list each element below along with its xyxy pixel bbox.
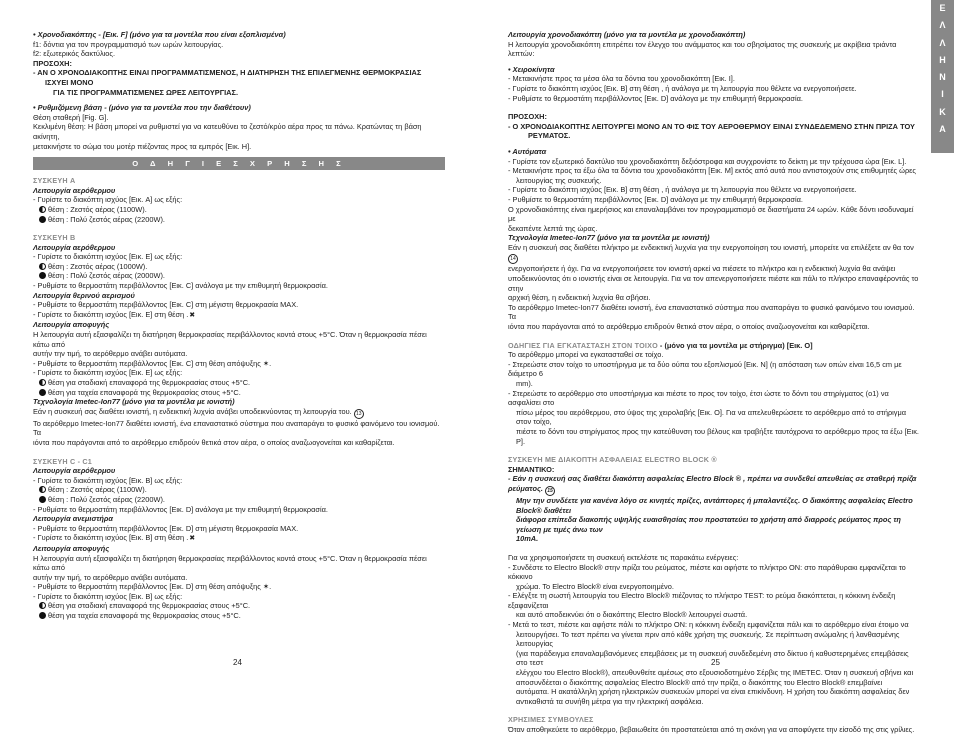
- device-c-line-3-text: θέση : Πολύ ζεστός αέρας (2200W).: [48, 494, 165, 504]
- electro-block-heading: ΣΥΣΚΕΥΗ ΜΕ ΔΙΑΚΟΠΤΗ ΑΣΦΑΛΕΙΑΣ ELECTRO BLOCK ®: [508, 455, 717, 465]
- electro-block-use-10: αυτόματα. Η ακατάλληλη χρήση ηλεκτρικών συσκευών μπορεί να είναι επικίνδυνη. Η χρήση του διακόπτη ασφαλείας δεν: [516, 687, 910, 697]
- electro-block-use-8: ελέγχου του Electro Block®), απευθυνθείτε αμέσως στο εξουσιοδοτημένο Σέρβις της IMETEC. Όταν η συσκευή σβήνει και: [516, 668, 914, 678]
- device-c-line-11: [33, 601, 445, 611]
- device-b-line-7: Η λειτουργία αυτή εξασφαλίζει τη διατήρηση θερμοκρασίας περιβάλλοντος κοντά στους +5°C. Όταν η θερμοκρασία πέσει κάτω από: [33, 330, 427, 349]
- page-number-right: 25: [711, 658, 720, 667]
- half-heat-icon: [39, 486, 46, 493]
- device-a-title: ΣΥΣΚΕΥΗ A: [33, 176, 76, 186]
- device-b-line-12: [33, 388, 445, 398]
- device-b-line-9: - Ρυθμίστε το θερμοστάτη περιβάλλοντος [Εικ. C] στη θέση απόψυξης ✶.: [33, 358, 272, 368]
- timer-auto: • Αυτόματα: [508, 146, 547, 156]
- wall-line-4: πίσω μέρος του αερόθερμου, στο ύψος της χειρολαβής [Εικ. O]. Για να απελευθερώσετε το αερόθερμο από το στήριγμα στον τοίχο,: [516, 407, 907, 427]
- fan-icon: ✖: [189, 535, 196, 543]
- device-c-line-11-text: θέση για σταδιακή επαναφορά της θερμοκρασίας στους +5°C.: [48, 601, 251, 611]
- timer-manual-1: - Μετακινήστε προς τα μέσα όλα τα δόντια του χρονοδιακόπτη [Εικ. I].: [508, 74, 735, 84]
- timer-func-warning: [508, 122, 922, 141]
- ion-line-4: αρχική θέση, η ενδεικτική λυχνία θα σβήσει.: [508, 293, 651, 303]
- device-b-line-11-text: θέση για σταδιακή επαναφορά της θερμοκρασίας στους +5°C.: [48, 378, 251, 387]
- device-c-line-12-text: θέση για ταχεία επαναφορά της θερμοκρασίας στους +5°C.: [48, 611, 241, 621]
- timer-func-heading: Λειτουργία χρονοδιακόπτη (μόνο για τα μοντέλα με χρονοδιακόπτη): [508, 30, 746, 39]
- device-c-line-5: - Ρυθμίστε το θερμοστάτη περιβάλλοντος [Εικ. D] στη μέγιστη θερμοκρασία MAX.: [33, 523, 299, 533]
- tab-letter: Ν: [939, 72, 946, 83]
- device-b-line-15: ιόντα που παράγονται από το αερόθερμο επιδρούν θετικά στον αέρα, ο οποίος αναζωογονείται και καθαρίζεται.: [33, 437, 395, 447]
- electro-block-warn-2: Μην την συνδέετε για κανένα λόγο σε κινητές πρίζες, αντάπτορες ή μπαλαντέζες. Ο διακόπτης ασφαλείας Electro Block® διαθέτει: [516, 495, 913, 515]
- timer-func-warn-2: ΡΕΥΜΑΤΟΣ.: [528, 131, 571, 141]
- ion-line-1: [508, 243, 922, 265]
- tips-line-1: Όταν αποθηκεύετε το αερόθερμο, βεβαιωθείτε ότι προστατεύεται από τη σκόνη για να αποφύγετε την είσοδό της στις γρίλιες.: [508, 725, 915, 734]
- device-c-title: ΣΥΣΚΕΥΗ C - C1: [33, 456, 92, 466]
- device-b-line-10: - Γυρίστε το διακόπτη ισχύος [Εικ. E] ως εξής:: [33, 368, 183, 378]
- device-c-line-4: - Ρυθμίστε το θερμοστάτη περιβάλλοντος [Εικ. D] ανάλογα με την επιθυμητή θερμοκρασία.: [33, 504, 328, 514]
- device-c-line-6-text: - Γυρίστε το διακόπτη ισχύος [Εικ. B] στη θέση .: [33, 533, 189, 543]
- timer-warn-2: ΓΙΑ ΤΙΣ ΠΡΟΓΡΑΜΜΑΤΙΣΜΕΝΕΣ ΩΡΕΣ ΛΕΙΤΟΥΡΓΙΑΣ.: [53, 87, 239, 97]
- device-a-line-2-text: θέση : Ζεστός αέρας (1100W).: [48, 204, 147, 214]
- base-heading: • Ρυθμιζόμενη βάση - (μόνο για τα μοντέλα που την διαθέτουν): [33, 103, 251, 113]
- ion-line-2: ενεργοποιήσετε ή όχι. Για να ενεργοποιήσετε τον ιονιστή αρκεί να πιέσετε το πλήκτρο και η ενδεικτική λυχνία θα ανάψει: [508, 264, 896, 274]
- device-a-line-2: [33, 205, 445, 215]
- timer-auto-5: - Ρυθμίστε το θερμοστάτη περιβάλλοντος [Εικ. D] ανάλογα με την επιθυμητή θερμοκρασία.: [508, 194, 803, 204]
- timer-manual-2: - Γυρίστε το διακόπτη ισχύος [Εικ. B] στη θέση , ή ανάλογα με τη λειτουργία που θέλετε να ενεργοποιήσετε.: [508, 83, 857, 93]
- left-page: [33, 30, 445, 621]
- full-heat-icon: [39, 216, 46, 223]
- electro-block-warn-1: [508, 474, 922, 496]
- device-c-line-8: αυτήν την τιμή, το αερόθερμο ανάβει αυτόματα.: [33, 572, 188, 582]
- timer-f1: f1: δόντια για τον προγραμματισμό των ωρών λειτουργίας.: [33, 39, 224, 49]
- tips-heading: ΧΡΗΣΙΜΕΣ ΣΥΜΒΟΥΛΕΣ: [508, 715, 594, 725]
- device-c-line-3: [33, 495, 445, 505]
- right-page: [508, 30, 922, 735]
- wall-line-5: πιέστε το δόντι του στηρίγματος προς την κατεύθυνση του βέλους και τραβήξτε ταυτόχρονα το αερόθερμο προς τα έξω [Εικ. P].: [516, 426, 919, 446]
- timer-manual-3: - Ρυθμίστε το θερμοστάτη περιβάλλοντος [Εικ. D] ανάλογα με την επιθυμητή θερμοκρασία.: [508, 93, 803, 103]
- device-b-line-6-text: - Γυρίστε το διακόπτη ισχύος [Εικ. E] στη θέση .: [33, 309, 189, 319]
- fan-icon: ✖: [189, 311, 196, 319]
- device-b-line-14: Το αερόθερμο Imetec-Ion77 διαθέτει ιονιστή, ένα επαναστατικό σύστημα που αναπαράγει το φυσικό φαινόμενο του ιονισμού. Τα: [33, 418, 440, 438]
- timer-func-warn-1: - Ο ΧΡΟΝΟΔΙΑΚΟΠΤΗΣ ΛΕΙΤΟΥΡΓΕΙ ΜΟΝΟ ΑΝ ΤΟ ΦΙΣ ΤΟΥ ΑΕΡΟΘΕΡΜΟΥ ΕΙΝΑΙ ΣΥΝΔΕΔΕΜΕΝΟ ΣΤΗΝ ΠΡΙΖΑ ΤΟΥ: [508, 121, 915, 131]
- tab-letter: Η: [939, 54, 946, 65]
- wall-line-3: - Στερεώστε το αερόθερμο στο υποστήριγμα και πιέστε το προς τον τοίχο, έτσι ώστε το δόντι του στηρίγματος (o1) να ασφαλίσει στο: [508, 388, 889, 408]
- device-a-sub: Λειτουργία αερόθερμου: [33, 185, 116, 195]
- tab-letter: Ι: [941, 89, 944, 100]
- wall-heading-text: ΟΔΗΓΙΕΣ ΓΙΑ ΕΓΚΑΤΑΣΤΑΣΗ ΣΤΟΝ ΤΟΙΧΟ: [508, 340, 658, 350]
- device-c-sub-2: Λειτουργία ανεμιστήρα: [33, 514, 113, 524]
- tab-letter: Κ: [939, 106, 946, 117]
- electro-block-use-11: αντικαθιστά τα συνήθη μέτρα για την ηλεκτρική ασφάλεια.: [516, 696, 704, 706]
- device-b-sub-4: Τεχνολογία Imetec-Ion77 (μόνο για τα μοντέλα με ιονιστή): [33, 397, 235, 407]
- timer-auto-3: λειτουργίας της συσκευής.: [516, 175, 602, 185]
- device-b-line-3-text: θέση : Πολύ ζεστός αέρας (2000W).: [48, 271, 165, 281]
- electro-block-use-1: - Συνδέστε το Electro Block® στην πρίζα του ρεύματος, πιέστε και αφήστε το πλήκτρο ON: στο παράθυρακι εμφανίζεται το κόκκινο: [508, 562, 906, 582]
- base-tilted-2: μετακινήστε το σώμα του μοτέρ πιέζοντας προς τα εμπρός [Εικ. H].: [33, 141, 252, 151]
- device-b-line-4: - Ρυθμίστε το θερμοστάτη περιβάλλοντος [Εικ. C] ανάλογα με την επιθυμητή θερμοκρασία.: [33, 281, 328, 291]
- ion-line-1-text: Εάν η συσκευή σας διαθέτει πλήκτρο με ενδεικτική λυχνία για την ενεργοποίηση του ιονιστή, μπορείτε να επιλέξετε αν θα τον: [508, 242, 914, 252]
- timer-auto-6: Ο χρονοδιακόπτης είναι ημερήσιος και επαναλαμβάνει τον προγραμματισμό σε διαστήματα 24 ωρών. Κάθε δόντι ισοδυναμεί με: [508, 204, 914, 224]
- device-b-sub-2: Λειτουργία θερινού αερισμού: [33, 290, 135, 300]
- device-c-line-7: Η λειτουργία αυτή εξασφαλίζει τη διατήρηση θερμοκρασίας περιβάλλοντος κοντά στους +5°C. Όταν η θερμοκρασία πέσει κάτω από: [33, 553, 427, 573]
- timer-warn-1: - ΑΝ Ο ΧΡΟΝΟΔΙΑΚΟΠΤΗΣ ΕΙΝΑΙ ΠΡΟΓΡΑΜΜΑΤΙΣΜΕΝΟΣ, Η ΔΙΑΤΗΡΗΣΗ ΤΗΣ ΕΠΙΛΕΓΜΕΝΗΣ ΘΕΡΜΟΚΡΑΣΙΑΣ ΙΣΧΥΕΙ ΜΟΝΟ: [33, 68, 422, 87]
- page-number-left: 24: [233, 658, 242, 667]
- device-c-line-6: [33, 533, 445, 544]
- timer-auto-1: - Γυρίστε τον εξωτερικό δακτύλιο του χρονοδιακόπτη δεξιόστροφα και συγχρονίστε το δείκτη με την τρέχουσα ώρα [Εικ. L].: [508, 156, 907, 166]
- device-c-line-1: - Γυρίστε το διακόπτη ισχύος [Εικ. B] ως εξής:: [33, 475, 183, 485]
- electro-block-use-3: - Ελέγξτε τη σωστή λειτουργία του Electro Block® πιέζοντας το πλήκτρο TEST: το ρεύμα διακόπτεται, η κόκκινη ένδειξη εξαφανίζεται: [508, 591, 896, 610]
- tab-letter: Ε: [939, 3, 946, 13]
- base-fixed: Θέση σταθερή [Fig. G].: [33, 112, 109, 122]
- device-b-line-8: αυτήν την τιμή, το αερόθερμο ανάβει αυτόματα.: [33, 349, 188, 359]
- device-b-line-12-text: θέση για ταχεία επαναφορά της θερμοκρασίας στους +5°C.: [48, 387, 241, 397]
- device-c-line-2: [33, 485, 445, 495]
- timer-caution: ΠΡΟΣΟΧΗ:: [33, 58, 72, 68]
- device-a-line-3-text: θέση : Πολύ ζεστός αέρας (2200W).: [48, 214, 165, 224]
- electro-block-important: ΣΗΜΑΝΤΙΚΟ:: [508, 464, 555, 474]
- language-tab-greek: [931, 0, 954, 153]
- base-tilted-1: Κεκλιμένη θέση: Η βάση μπορεί να ρυθμιστεί για να κατευθύνει το ζεστό/κρύο αέρα προς τα πάνω. Κρατώντας τη βάση ακίνητη,: [33, 122, 422, 141]
- device-c-line-9: - Ρυθμίστε το θερμοστάτη περιβάλλοντος [Εικ. D] στη θέση απόψυξης ✶.: [33, 582, 272, 592]
- timer-func-caution: ΠΡΟΣΟΧΗ:: [508, 112, 547, 122]
- timer-warning: [33, 68, 445, 97]
- led-14-icon: 14: [508, 254, 518, 264]
- half-heat-icon: [39, 206, 46, 213]
- device-b-line-13-text: Εάν η συσκευή σας διαθέτει ιονιστή, η ενδεικτική λυχνία ανάβει υποδεικνύοντας τη λειτουργία του.: [33, 406, 352, 416]
- device-b-line-2-text: θέση : Ζεστός αέρας (1000W).: [48, 261, 148, 271]
- device-c-line-12: [33, 611, 445, 621]
- tab-letter: Λ: [939, 20, 946, 31]
- timer-auto-7: δεκαπέντε λεπτά της ώρας.: [508, 223, 598, 233]
- wall-heading-tail: - (μόνο για τα μοντέλα με στήριγμα) [Εικ. O]: [657, 340, 813, 350]
- half-heat-icon: [39, 379, 46, 386]
- timer-auto-2: - Μετακινήστε προς τα έξω όλα τα δόντια του χρονοδιακόπτη [Εικ. M] εκτός από αυτά που αντιστοιχούν στις επιθυμητές ώρες: [508, 166, 916, 176]
- ion-heading: Τεχνολογία Imetec-Ion77 (μόνο για τα μοντέλα με ιονιστή): [508, 233, 710, 243]
- electro-block-warn-1-text: - Εάν η συσκευή σας διαθέτει διακόπτη ασφαλείας Electro Block ® , πρέπει να συνδεθεί απευθείας σε σταθερή πρίζα ρεύματος.: [508, 474, 917, 493]
- ion-line-5: Το αερόθερμο Imetec-Ion77 διαθέτει ιονιστή, ένα επαναστατικό σύστημα που αναπαράγει το φυσικό φαινόμενο του ιονισμού. Τα: [508, 302, 915, 322]
- wall-line-2: mm).: [516, 379, 533, 388]
- device-b-title: ΣΥΣΚΕΥΗ B: [33, 233, 76, 243]
- full-heat-icon: [39, 272, 46, 279]
- tab-letter: Λ: [939, 37, 946, 48]
- electro-block-use-5: - Μετά το τεστ, πιέστε και αφήστε πάλι το πλήκτρο ON: η κόκκινη ένδειξη εμφανίζεται πάλι και το αερόθερμο είναι έτοιμο να: [508, 620, 909, 630]
- electro-block-use-2: χρώμα. Το Electro Block® είναι ενεργοποιημένο.: [516, 581, 674, 591]
- led-13-icon: 13: [354, 409, 364, 419]
- timer-auto-4: - Γυρίστε το διακόπτη ισχύος [Εικ. B] στη θέση , ή ανάλογα με τη λειτουργία που θέλετε να ενεργοποιήσετε.: [508, 185, 857, 195]
- electro-block-use-9: αποσυνδέεται ο διακόπτης ασφαλείας Electro Block® από την πρίζα, ο διακόπτης του Electro Block® επεμβαίνει: [516, 677, 883, 687]
- device-b-sub-3: Λειτουργία αποφυγής: [33, 320, 110, 330]
- device-b-line-3: [33, 271, 445, 281]
- half-heat-icon: [39, 602, 46, 609]
- timer-heading: • Χρονοδιακόπτης - [Εικ. F] (μόνο για τα μοντέλα που είναι εξοπλισμένα): [33, 30, 286, 39]
- electro-block-use-7: (για παράδειγμα επαναλαμβανόμενες επεμβάσεις με τη συσκευή συνδεδεμένη στο δίκτυο ή καθυστερημένες επεμβάσεις στο τεστ: [516, 648, 909, 668]
- electro-block-use-6: λειτουργήσει. Το τεστ πρέπει να γίνεται πριν από κάθε χρήση της συσκευής. Σε περίπτωση ανώμαλης ή λανθασμένης λειτουργίας: [516, 629, 900, 649]
- wall-line-0: Το αερόθερμο μπορεί να εγκατασταθεί σε τοίχο.: [508, 350, 664, 360]
- full-heat-icon: [39, 496, 46, 503]
- wall-heading: [508, 341, 922, 351]
- device-a-line-1: - Γυρίστε το διακόπτη ισχύος [Εικ. A] ως εξής:: [33, 195, 183, 205]
- device-b-line-1: - Γυρίστε το διακόπτη ισχύος [Εικ. E] ως εξής:: [33, 252, 183, 262]
- led-15-icon: 15: [545, 486, 555, 496]
- electro-block-use-0: Για να χρησιμοποιήσετε τη συσκευή εκτελέστε τις παρακάτω ενέργειες:: [508, 552, 739, 562]
- ion-line-3: υποδεικνύοντας ότι ο ιονιστής είναι σε λειτουργία. Για να τον απενεργοποιήσετε πιέστε και πάλι το πλήκτρο επαναφέροντάς το στην: [508, 274, 919, 293]
- tab-letter: Α: [939, 124, 946, 135]
- device-c-line-10: - Γυρίστε το διακόπτη ισχύος [Εικ. B] ως εξής:: [33, 591, 183, 601]
- usage-instructions-banner: Ο Δ Η Γ Ι Ε Σ Χ Ρ Η Σ Η Σ: [33, 157, 445, 170]
- device-b-line-6: [33, 310, 445, 321]
- wall-line-1: - Στερεώστε στον τοίχο το υποστήριγμα με τα δύο ούπα του εξοπλισμού [Εικ. N] (η απόσταση των οπών είναι 16,5 cm με διάμετρο 6: [508, 359, 902, 379]
- device-c-sub-1: Λειτουργία αερόθερμου: [33, 466, 116, 476]
- full-heat-icon: [39, 612, 46, 619]
- electro-block-warn-3: διάφορα επίπεδα διακοπής υψηλής ευαισθησίας που προστατεύει το χρήστη από διαρροές ρεύματος προς τη γείωση με τιμές άνω των: [516, 515, 901, 534]
- timer-f2: f2: εξωτερικός δακτύλιος.: [33, 49, 116, 59]
- full-heat-icon: [39, 389, 46, 396]
- device-b-line-11: [33, 378, 445, 388]
- device-c-sub-3: Λειτουργία αποφυγής: [33, 543, 110, 553]
- timer-func-intro: Η λειτουργία χρονοδιακόπτη επιτρέπει τον έλεγχο του ανάμματος και του σβησίματος της συσκευής με ακρίβεια τριάντα λεπτών:: [508, 39, 897, 59]
- electro-block-use-4: και αυτό αποδεικνύει ότι ο διακόπτης Electro Block® λειτουργεί σωστά.: [516, 610, 748, 620]
- device-b-line-13: [33, 407, 445, 419]
- device-c-line-2-text: θέση : Ζεστός αέρας (1100W).: [48, 485, 147, 495]
- ion-line-6: ιόντα που παράγονται από το αερόθερμο επιδρούν θετικά στον αέρα, ο οποίος αναζωογονείται και καθαρίζεται.: [508, 322, 870, 332]
- device-b-line-5: - Ρυθμίστε το θερμοστάτη περιβάλλοντος [Εικ. C] στη μέγιστη θερμοκρασία MAX.: [33, 300, 299, 310]
- timer-manual: • Χειροκίνητα: [508, 64, 555, 74]
- device-b-line-2: [33, 262, 445, 272]
- half-heat-icon: [39, 263, 46, 270]
- electro-block-warn-4: 10mA.: [516, 534, 539, 544]
- device-a-line-3: [33, 215, 445, 225]
- device-b-sub-1: Λειτουργία αερόθερμου: [33, 242, 116, 252]
